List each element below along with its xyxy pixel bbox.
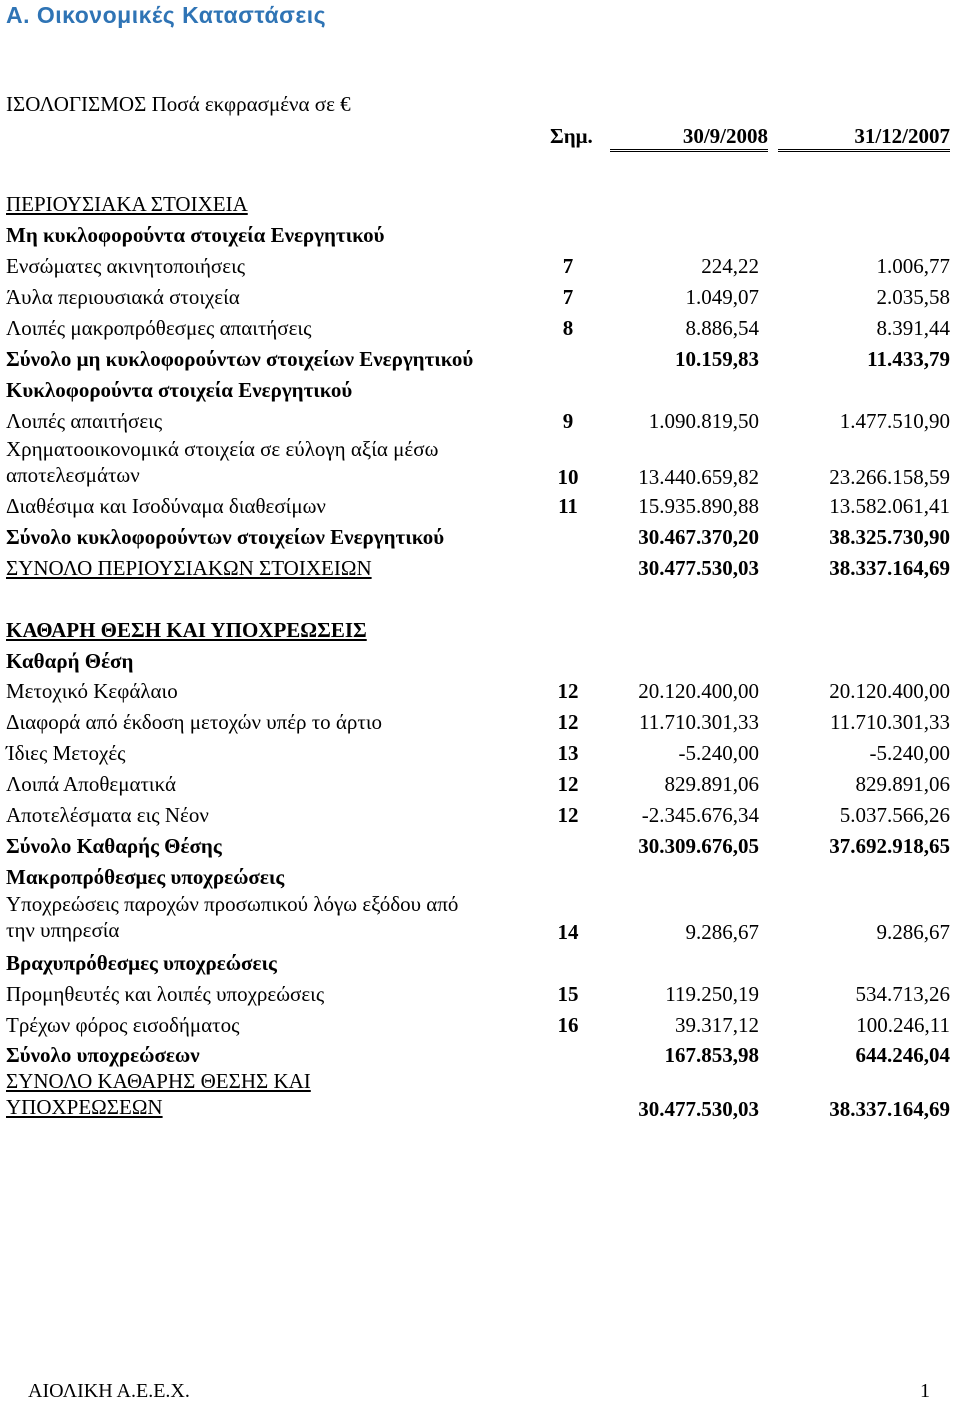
note-number: 7 [562, 254, 574, 278]
current-period-value: -2.345.676,34 [641, 803, 759, 827]
balance-sheet-label: ΙΣΟΛΟΓΙΣΜΟΣ [6, 92, 147, 116]
row-label: ΚΑΘΑΡΗ ΘΕΣΗ ΚΑΙ ΥΠΟΧΡΕΩΣΕΙΣ [6, 618, 367, 642]
row-label: Διαθέσιμα και Ισοδύναμα διαθεσίμων [6, 494, 326, 518]
row-label-line1: Χρηματοοικονομικά στοιχεία σε εύλογη αξία μέσω [6, 437, 439, 461]
previous-period-value: 644.246,04 [855, 1043, 950, 1067]
note-number: 11 [558, 494, 578, 518]
current-period-value: 1.090.819,50 [648, 409, 759, 433]
note-number: 12 [557, 710, 579, 734]
previous-period-value: 2.035,58 [876, 285, 950, 309]
previous-period-value: -5.240,00 [869, 741, 950, 765]
row-label-line1: Υποχρεώσεις παροχών προσωπικού λόγω εξόδου από [6, 892, 459, 916]
note-number: 12 [557, 772, 579, 796]
current-period-value: 11.710.301,33 [639, 710, 759, 734]
current-period-value: 30.467.370,20 [638, 525, 759, 549]
previous-period-value: 23.266.158,59 [829, 465, 950, 489]
row-label [6, 1068, 551, 1120]
previous-period-value: 829.891,06 [855, 772, 950, 796]
balance-sheet-heading [6, 92, 351, 117]
previous-period-value: 38.337.164,69 [829, 1097, 950, 1121]
previous-period-value: 8.391,44 [876, 316, 950, 340]
footer-company: ΑΙΟΛΙΚΗ Α.Ε.Ε.Χ. [28, 1380, 190, 1402]
current-period-value: 15.935.890,88 [638, 494, 759, 518]
previous-period-value: 13.582.061,41 [829, 494, 950, 518]
previous-period-value: 11.710.301,33 [830, 710, 950, 734]
row-label: ΣΥΝΟΛΟ ΠΕΡΙΟΥΣΙΑΚΩΝ ΣΤΟΙΧΕΙΩΝ [6, 556, 372, 580]
previous-period-value: 38.337.164,69 [829, 556, 950, 580]
row-label [6, 891, 551, 943]
current-period-value: 8.886,54 [685, 316, 759, 340]
previous-period-value: 534.713,26 [855, 982, 950, 1006]
row-label: Άυλα περιουσιακά στοιχεία [6, 285, 240, 309]
row-label: Σύνολο Καθαρής Θέσης [6, 834, 222, 858]
previous-period-value: 1.006,77 [876, 254, 950, 278]
row-label: Λοιπές μακροπρόθεσμες απαιτήσεις [6, 316, 312, 340]
column-headers [0, 124, 960, 152]
current-period-value: 10.159,83 [675, 347, 759, 371]
row-label: Μετοχικό Κεφάλαιο [6, 679, 178, 703]
row-label: Σύνολο υποχρεώσεων [6, 1043, 200, 1067]
note-number: 9 [562, 409, 574, 433]
current-period-value: 20.120.400,00 [638, 679, 759, 703]
page-title: Α. Οικονομικές Καταστάσεις [6, 2, 327, 28]
current-period-value: 30.309.676,05 [638, 834, 759, 858]
row-label-line2: την υπηρεσία [6, 918, 120, 942]
current-period-value: 167.853,98 [664, 1043, 759, 1067]
previous-period-value: 37.692.918,65 [829, 834, 950, 858]
row-label: Βραχυπρόθεσμες υποχρεώσεις [6, 951, 277, 975]
note-number: 10 [557, 465, 579, 489]
row-label: Τρέχων φόρος εισοδήματος [6, 1013, 240, 1037]
row-label: Σύνολο μη κυκλοφορούντων στοιχείων Ενεργητικού [6, 347, 474, 371]
note-number: 16 [557, 1013, 579, 1037]
footer-page-number: 1 [920, 1380, 930, 1402]
current-period-value: 9.286,67 [685, 920, 759, 944]
row-label-line2: ΥΠΟΧΡΕΩΣΕΩΝ [6, 1095, 163, 1119]
note-number: 12 [557, 803, 579, 827]
currency-note: Ποσά εκφρασμένα σε € [146, 92, 351, 116]
current-period-value: 30.477.530,03 [638, 556, 759, 580]
row-label-line1: ΣΥΝΟΛΟ ΚΑΘΑΡΗΣ ΘΕΣΗΣ ΚΑΙ [6, 1069, 311, 1093]
current-period-header: 30/9/2008 [610, 124, 768, 152]
row-label: Αποτελέσματα εις Νέον [6, 803, 209, 827]
row-label: Διαφορά από έκδοση μετοχών υπέρ το άρτιο [6, 710, 383, 734]
current-period-value: 13.440.659,82 [638, 465, 759, 489]
current-period-value: -5.240,00 [678, 741, 759, 765]
previous-period-value: 20.120.400,00 [829, 679, 950, 703]
row-label: Ενσώματες ακινητοποιήσεις [6, 254, 246, 278]
row-label: Ίδιες Μετοχές [6, 741, 126, 765]
previous-period-value: 1.477.510,90 [839, 409, 950, 433]
previous-period-value: 5.037.566,26 [839, 803, 950, 827]
previous-period-header: 31/12/2007 [778, 124, 950, 152]
current-period-value: 829.891,06 [664, 772, 759, 796]
current-period-value: 30.477.530,03 [638, 1097, 759, 1121]
row-label: Μακροπρόθεσμες υποχρεώσεις [6, 865, 285, 889]
row-label-line2: αποτελεσμάτων [6, 463, 140, 487]
previous-period-value: 11.433,79 [867, 347, 950, 371]
row-label: ΠΕΡΙΟΥΣΙΑΚΑ ΣΤΟΙΧΕΙΑ [6, 192, 248, 216]
row-label: Λοιπές απαιτήσεις [6, 409, 163, 433]
previous-period-value: 38.325.730,90 [829, 525, 950, 549]
row-label: Λοιπά Αποθεματικά [6, 772, 176, 796]
current-period-value: 119.250,19 [665, 982, 759, 1006]
note-number: 7 [562, 285, 574, 309]
row-label [6, 436, 551, 488]
current-period-value: 1.049,07 [685, 285, 759, 309]
row-label: Μη κυκλοφορούντα στοιχεία Ενεργητικού [6, 223, 385, 247]
current-period-value: 39.317,12 [675, 1013, 759, 1037]
row-label: Προμηθευτές και λοιπές υποχρεώσεις [6, 982, 325, 1006]
note-column-header: Σημ. [550, 124, 593, 148]
previous-period-value: 9.286,67 [876, 920, 950, 944]
row-label: Κυκλοφορούντα στοιχεία Ενεργητικού [6, 378, 353, 402]
previous-period-value: 100.246,11 [856, 1013, 950, 1037]
note-number: 14 [557, 920, 579, 944]
row-label: Καθαρή Θέση [6, 649, 134, 673]
note-number: 8 [562, 316, 574, 340]
note-number: 13 [557, 741, 579, 765]
row-label: Σύνολο κυκλοφορούντων στοιχείων Ενεργητικού [6, 525, 445, 549]
note-number: 12 [557, 679, 579, 703]
current-period-value: 224,22 [701, 254, 759, 278]
note-number: 15 [557, 982, 579, 1006]
